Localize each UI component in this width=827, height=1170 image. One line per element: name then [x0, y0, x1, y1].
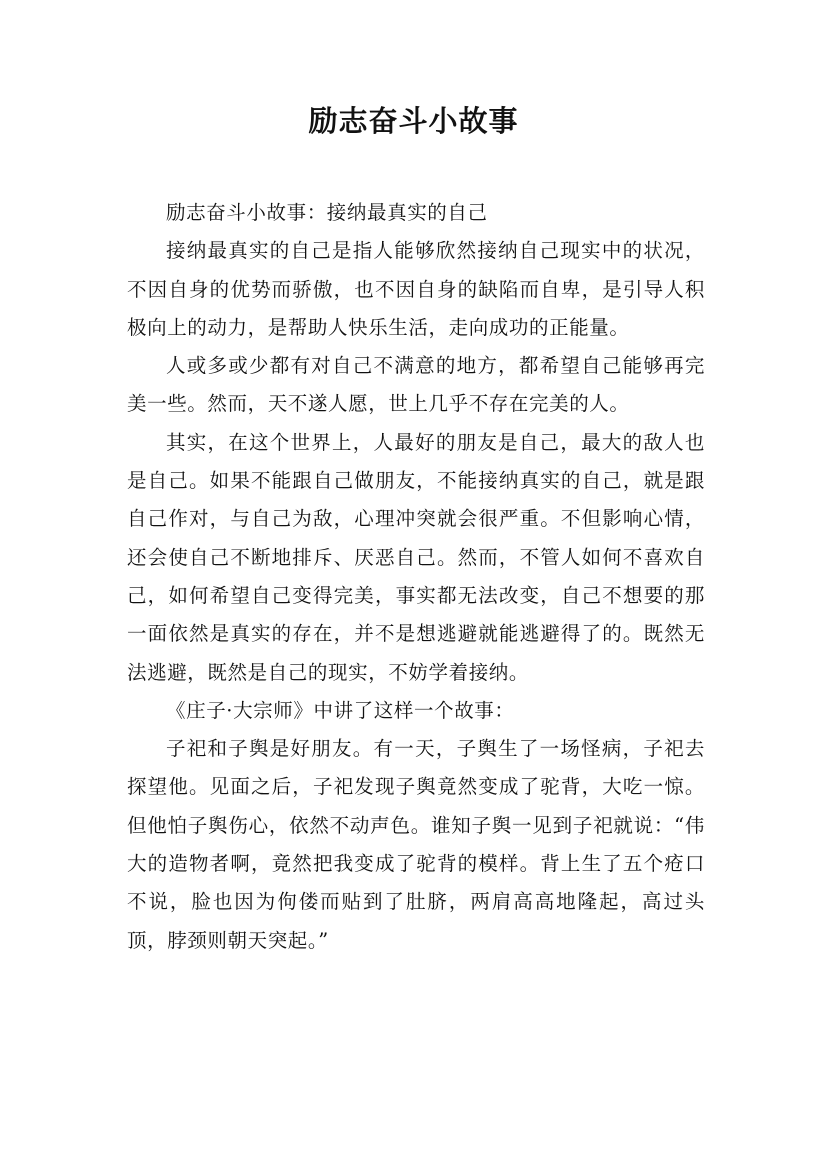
document-body [127, 194, 705, 960]
paragraph: 人或多或少都有对自己不满意的地方，都希望自己能够再完美一些。然而，天不遂人愿，世上几乎不存在完美的人。 [127, 354, 705, 416]
paragraph: 其实，在这个世界上，人最好的朋友是自己，最大的敌人也是自己。如果不能跟自己做朋友，不能接纳真实的自己，就是跟自己作对，与自己为敌，心理冲突就会很严重。不但影响心情，还会使自己不断地排斥、厌恶自己。然而，不管人如何不喜欢自己，如何希望自己变得完美，事实都无法改变，自己不想要的那一面依然是真实的存在，并不是想逃避就能逃避得了的。既然无法逃避，既然是自己的现实，不妨学着接纳。 [127, 430, 705, 684]
paragraph-subtitle: 励志奋斗小故事：接纳最真实的自己 [166, 201, 488, 224]
paragraph: 子祀和子舆是好朋友。有一天，子舆生了一场怪病，子祀去探望他。见面之后，子祀发现子舆竟然变成了驼背，大吃一惊。但他怕子舆伤心，依然不动声色。谁知子舆一见到子祀就说：“伟大的造物者啊，竟然把我变成了驼背的模样。背上生了五个疮口不说，脸也因为佝偻而贴到了肚脐，两肩高高地隆起，高过头顶，脖颈则朝天突起。” [127, 737, 705, 952]
paragraph: 接纳最真实的自己是指人能够欣然接纳自己现实中的状况，不因自身的优势而骄傲，也不因自身的缺陷而自卑，是引导人积极向上的动力，是帮助人快乐生活，走向成功的正能量。 [127, 239, 705, 339]
document-title: 励志奋斗小故事 [308, 104, 519, 138]
paragraph: 《庄子·大宗师》中讲了这样一个故事： [166, 698, 515, 722]
